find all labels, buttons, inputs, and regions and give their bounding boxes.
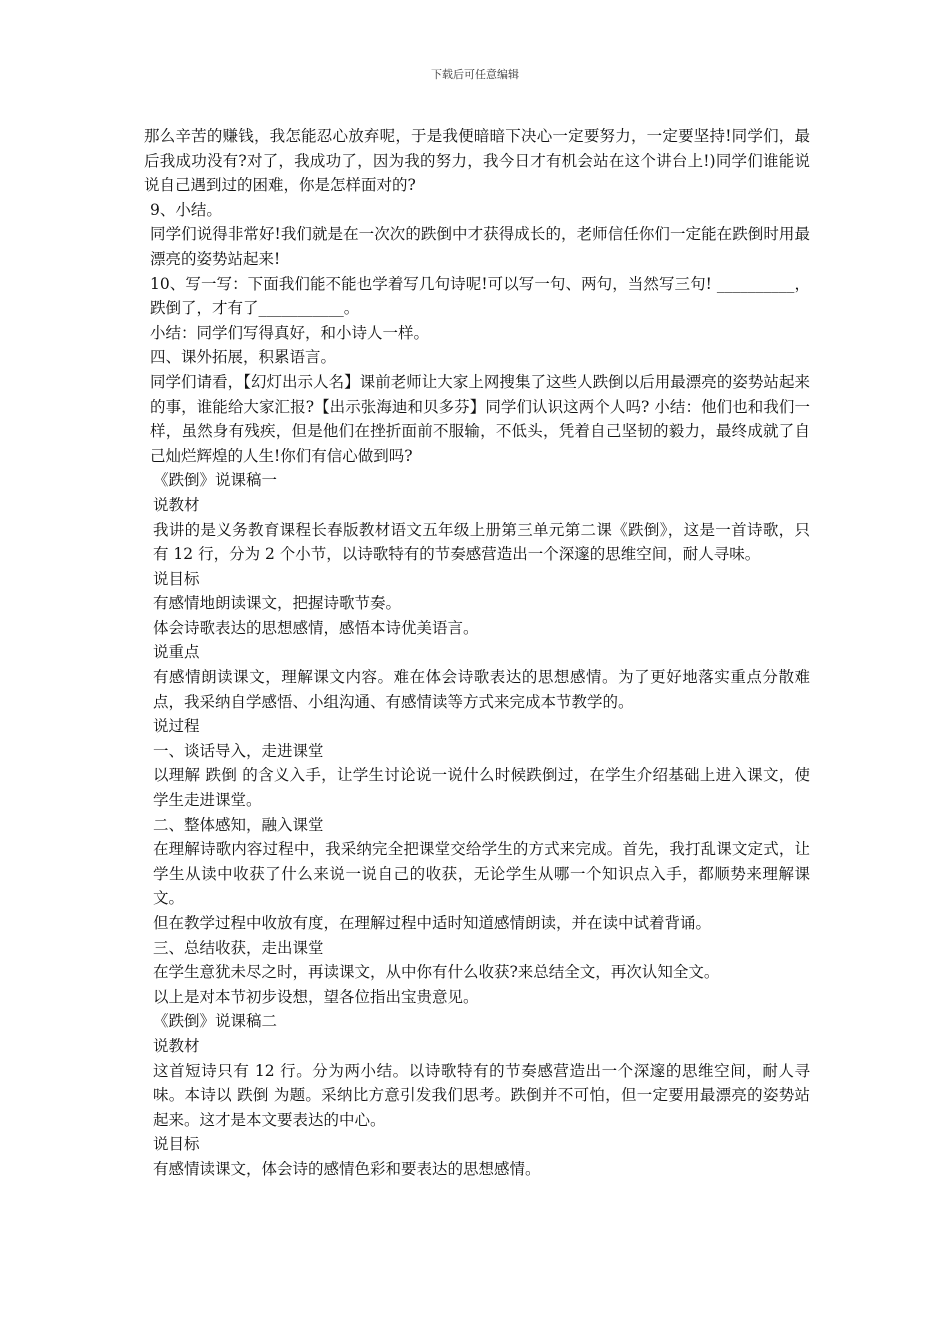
- paragraph: 《跌倒》说课稿二: [153, 1012, 278, 1031]
- paragraph: 四、课外拓展，积累语言。: [150, 348, 337, 367]
- paragraph: 同学们请看，【幻灯出示人名】课前老师让大家上网搜集了这些人跌倒以后用最漂亮的姿势站起来的事，谁能给大家汇报?【出示张海迪和贝多芬】同学们认识这两个人吗? 小结：他们也和我们一样，虽然身有残疾，但是他们在挫折面前不服输，不低头，凭着自己坚韧的毅力，最终成就了自己灿烂辉煌的人生!你们有信心做到吗?: [150, 372, 810, 465]
- paragraph: 说目标: [153, 569, 200, 588]
- paragraph: 以上是对本节初步设想，望各位指出宝贵意见。: [153, 987, 479, 1006]
- paragraph: 《跌倒》说课稿一: [153, 471, 278, 490]
- paragraph: 我讲的是义务教育课程长春版教材语文五年级上册第三单元第二课《跌倒》，这是一首诗歌，只有 12 行，分为 2 个小节，以诗歌特有的节奏感营造出一个深邃的思维空间，耐人寻味。: [153, 520, 810, 564]
- paragraph: 在理解诗歌内容过程中，我采纳完全把课堂交给学生的方式来完成。首先，我打乱课文定式，让学生从读中收获了什么来说一说自己的收获，无论学生从哪一个知识点入手，都顺势来理解课文。: [153, 840, 810, 908]
- paragraph: 那么辛苦的赚钱，我怎能忍心放弃呢，于是我便暗暗下决心一定要努力，一定要坚持!同学们，最后我成功没有?对了，我成功了，因为我的努力，我今日才有机会站在这个讲台上!)同学们谁能说说自己遇到过的困难，你是怎样面对的?: [144, 127, 810, 195]
- paragraph: 有感情地朗读课文，把握诗歌节奏。: [153, 594, 402, 613]
- page-header: 下载后可任意编辑: [431, 68, 519, 81]
- paragraph: 说教材: [153, 1036, 200, 1055]
- paragraph: 一、谈话导入，走进课堂: [153, 741, 324, 760]
- paragraph: 有感情朗读课文，理解课文内容。难在体会诗歌表达的思想感情。为了更好地落实重点分散难点，我采纳自学感悟、小组沟通、有感情读等方式来完成本节教学的。: [153, 668, 810, 711]
- paragraph: 二、整体感知，融入课堂: [153, 815, 324, 834]
- paragraph: 但在教学过程中收放有度，在理解过程中适时知道感情朗读，并在读中试着背诵。: [153, 914, 712, 932]
- paragraph: 同学们说得非常好!我们就是在一次次的跌倒中才获得成长的，老师信任你们一定能在跌倒时用最漂亮的姿势站起来!: [150, 225, 810, 268]
- paragraph: 9、小结。: [150, 200, 222, 219]
- paragraph: 说过程: [153, 717, 200, 736]
- paragraph: 10、写一写：下面我们能不能也学着写几句诗呢!可以写一句、两句，当然写三句! __________，跌倒了，才有了___________。: [150, 274, 810, 318]
- paragraph: 说重点: [153, 643, 200, 662]
- document-body: [144, 124, 810, 1182]
- paragraph: 体会诗歌表达的思想感情，感悟本诗优美语言。: [153, 618, 479, 637]
- paragraph: 小结：同学们写得真好，和小诗人一样。: [150, 323, 430, 342]
- paragraph: 以理解 跌倒 的含义入手，让学生讨论说一说什么时候跌倒过，在学生介绍基础上进入课文，使学生走进课堂。: [153, 766, 810, 810]
- paragraph: 说教材: [153, 495, 200, 514]
- paragraph: 三、总结收获，走出课堂: [153, 938, 324, 957]
- paragraph: 有感情读课文，体会诗的感情色彩和要表达的思想感情。: [153, 1159, 541, 1178]
- paragraph: 这首短诗只有 12 行。分为两小结。以诗歌特有的节奏感营造出一个深邃的思维空间，耐人寻味。本诗以 跌倒 为题。采纳比方意引发我们思考。跌倒并不可怕，但一定要用最漂亮的姿势站起来。这才是本文要表达的中心。: [153, 1061, 810, 1129]
- paragraph: 在学生意犹未尽之时，再读课文，从中你有什么收获?来总结全文，再次认知全文。: [153, 963, 720, 982]
- paragraph: 说目标: [153, 1135, 200, 1154]
